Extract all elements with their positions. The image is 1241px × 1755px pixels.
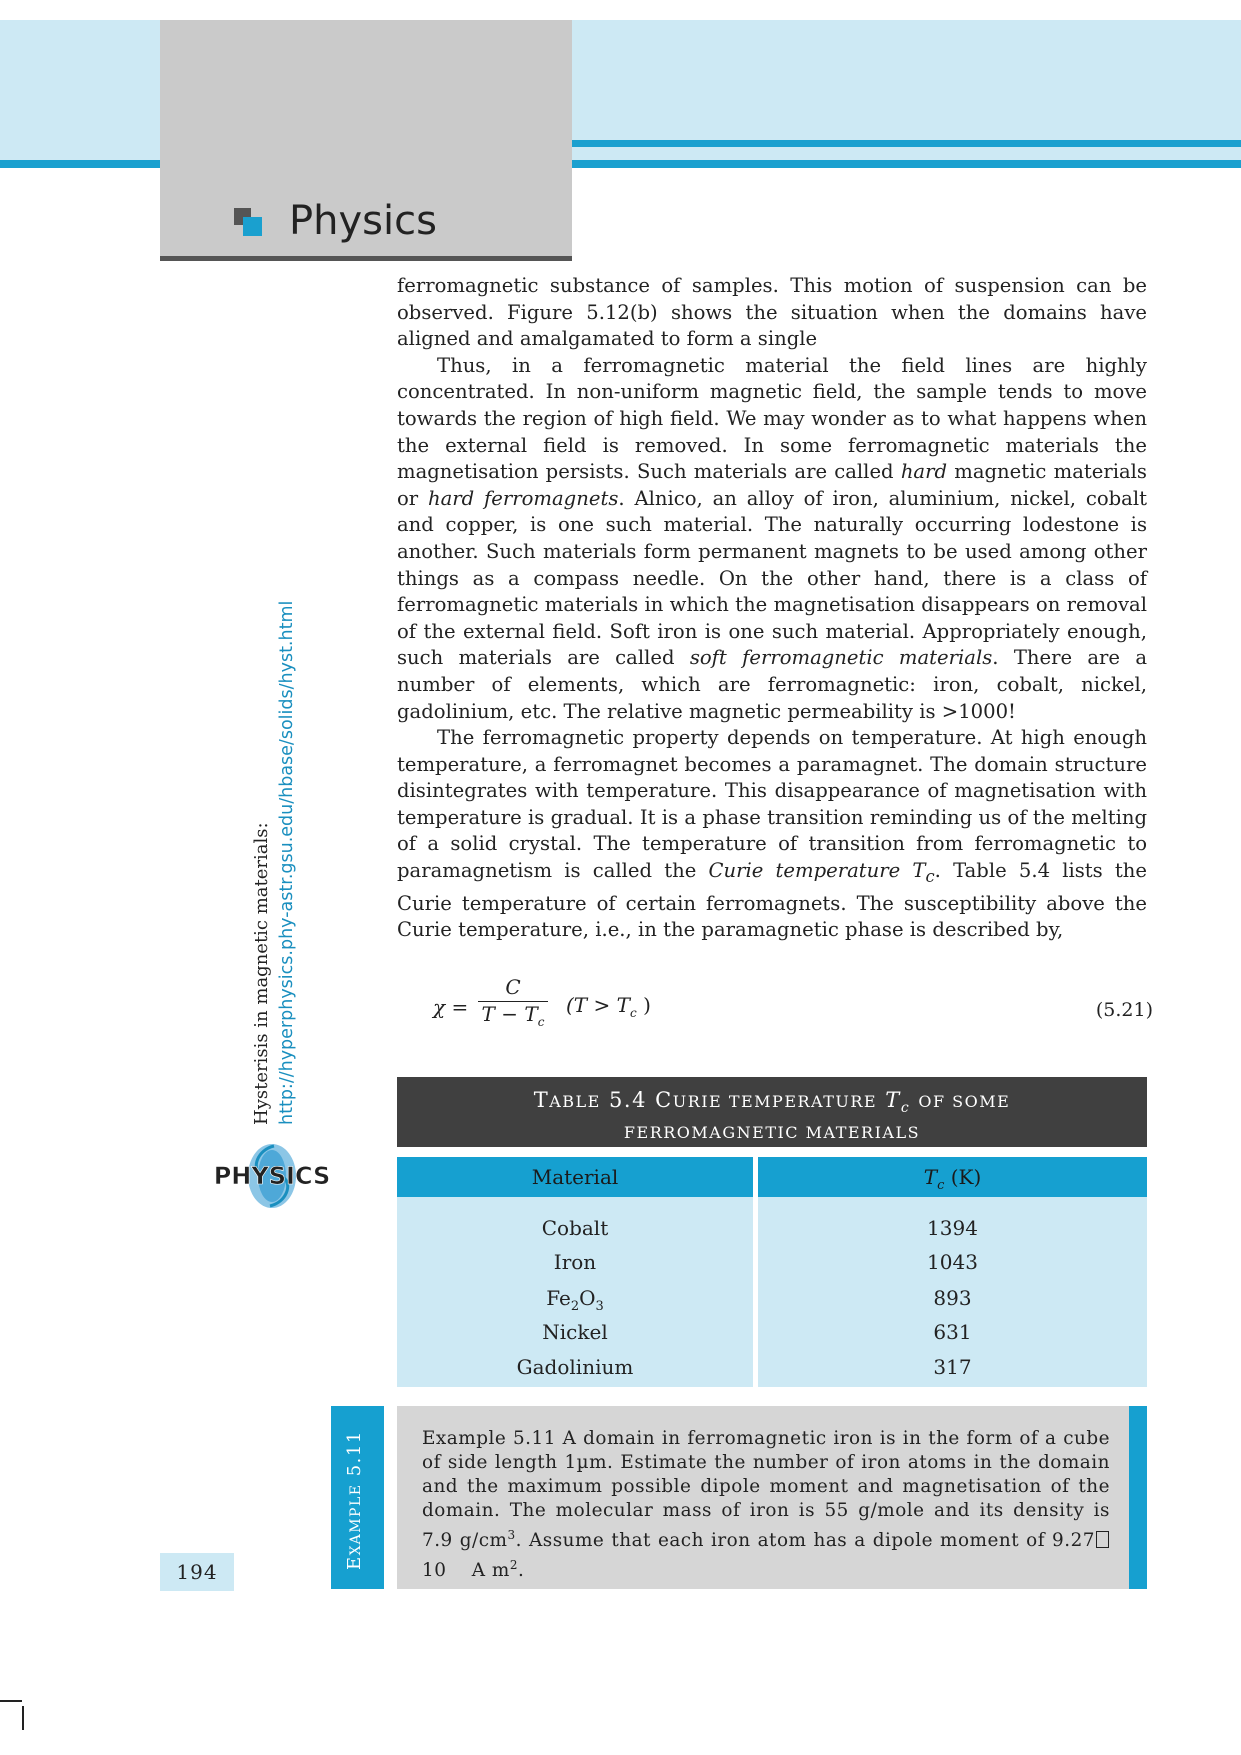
table-row bbox=[397, 1315, 1147, 1349]
table-cell-value: 1394 bbox=[927, 1216, 978, 1240]
header-rule-upper bbox=[572, 140, 1241, 147]
header-title: Physics bbox=[289, 198, 437, 244]
paragraph: ferromagnetic substance of samples. This motion of suspension can be observed. Figure 5.12(b) shows the situation when the domains have aligned and amalgamated to form a single bbox=[397, 274, 1147, 351]
body-text bbox=[397, 273, 1147, 944]
paragraph: Thus, in a ferromagnetic material the field lines are highly concentrated. In non-uniform magnetic field, the sample tends to move towards the region of high field. We may wonder as to what happens when the external field is removed. In some ferromagnetic materials the magnetisation persists. Such materials are called hard magnetic materials or hard ferromagnets. Alnico, an alloy of iron, aluminium, nickel, cobalt and copper, is one such material. The naturally occurring lodestone is another. Such materials form permanent magnets to be used among other things as a compass needle. On the other hand, there is a class of ferromagnetic materials in which the magnetisation disappears on removal of the external field. Soft iron is one such material. Appropriately enough, such materials are called soft ferromagnetic materials. There are a number of elements, which are ferromagnetic: iron, cobalt, nickel, gadolinium, etc. The relative magnetic permeability is >1000! bbox=[397, 353, 1148, 723]
table-body bbox=[397, 1197, 1147, 1387]
physics-logo-text: PHYSICS bbox=[213, 1162, 331, 1190]
side-note-link[interactable]: http://hyperphysics.phy-astr.gsu.edu/hbase/solids/hyst.html bbox=[277, 600, 297, 1125]
table-cell-value: 893 bbox=[933, 1286, 972, 1310]
equation-condition: ($T > T_c$ ) bbox=[566, 993, 651, 1020]
equation-numerator: C bbox=[505, 975, 521, 999]
side-note-text: Hysterisis in magnetic materials: bbox=[251, 822, 272, 1125]
table-row bbox=[397, 1281, 1147, 1315]
table-cell-value: 631 bbox=[933, 1320, 972, 1344]
page-number: 194 bbox=[176, 1560, 218, 1584]
table-column-header: Material bbox=[397, 1157, 753, 1197]
table-cell-value: 317 bbox=[933, 1355, 972, 1379]
equation-fraction bbox=[478, 975, 548, 1029]
table-cell-material: Nickel bbox=[542, 1320, 608, 1344]
equation-lhs: χ = bbox=[433, 995, 469, 1019]
equation-number: (5.21) bbox=[1095, 999, 1153, 1021]
example-tab-label: EXAMPLE 5.11 bbox=[344, 1430, 365, 1570]
table-cell-material: Gadolinium bbox=[516, 1355, 634, 1379]
crop-mark bbox=[22, 1706, 24, 1730]
equation bbox=[433, 975, 1153, 1035]
side-note bbox=[250, 601, 300, 1125]
crop-mark bbox=[0, 1700, 22, 1702]
example-text: Example 5.11 A domain in ferromagnetic iron is in the form of a cube of side length 1µm. Estimate the number of iron atoms in the domain and the maximum possible dipole moment and magnetisation of the domain. The molecular mass of iron is 55 g/mole and its density is 7.9 $g/cm^3$. Assume that each iron atom has a dipole moment of 9.2710 A $m^2$. bbox=[422, 1428, 1110, 1582]
paragraph: The ferromagnetic property depends on temperature. At high enough temperature, a ferromagnet becomes a paramagnet. The domain structure disintegrates with temperature. This disappearance of magnetisation with temperature is gradual. It is a phase transition reminding us of the melting of a solid crystal. The temperature of transition from ferromagnetic to paramagnetism is called the Curie temperature $T_c$. Table 5.4 lists the Curie temperature of certain ferromagnets. The susceptibility above the Curie temperature, i.e., in the paramagnetic phase is described by, bbox=[397, 726, 1148, 942]
table-row bbox=[397, 1245, 1147, 1279]
physics-logo-icon bbox=[213, 1138, 331, 1218]
table-cell-material: Iron bbox=[553, 1250, 597, 1274]
equation-denominator: $T - T_c$ bbox=[478, 1001, 548, 1029]
header-title-underline bbox=[160, 256, 572, 261]
table-cell-value: 1043 bbox=[927, 1250, 978, 1274]
table-title-line2: FERROMAGNETIC MATERIALS bbox=[623, 1123, 921, 1143]
table-cell-material: Cobalt bbox=[541, 1216, 609, 1240]
squares-icon bbox=[234, 208, 264, 238]
table-column-divider bbox=[753, 1157, 758, 1387]
table-row bbox=[397, 1350, 1147, 1384]
table-row bbox=[397, 1211, 1147, 1245]
table-title-bar bbox=[397, 1077, 1147, 1147]
missing-glyph-icon bbox=[1096, 1531, 1109, 1548]
table-column-header: $T_c$ (K) bbox=[758, 1157, 1147, 1197]
table-cell-material: $Fe_2O_3$ bbox=[546, 1286, 604, 1314]
example-accent-bar bbox=[1129, 1406, 1147, 1589]
table-title: TABLE 5.4 CURIE TEMPERATURE $T_c$ OF SOME bbox=[533, 1088, 1011, 1117]
